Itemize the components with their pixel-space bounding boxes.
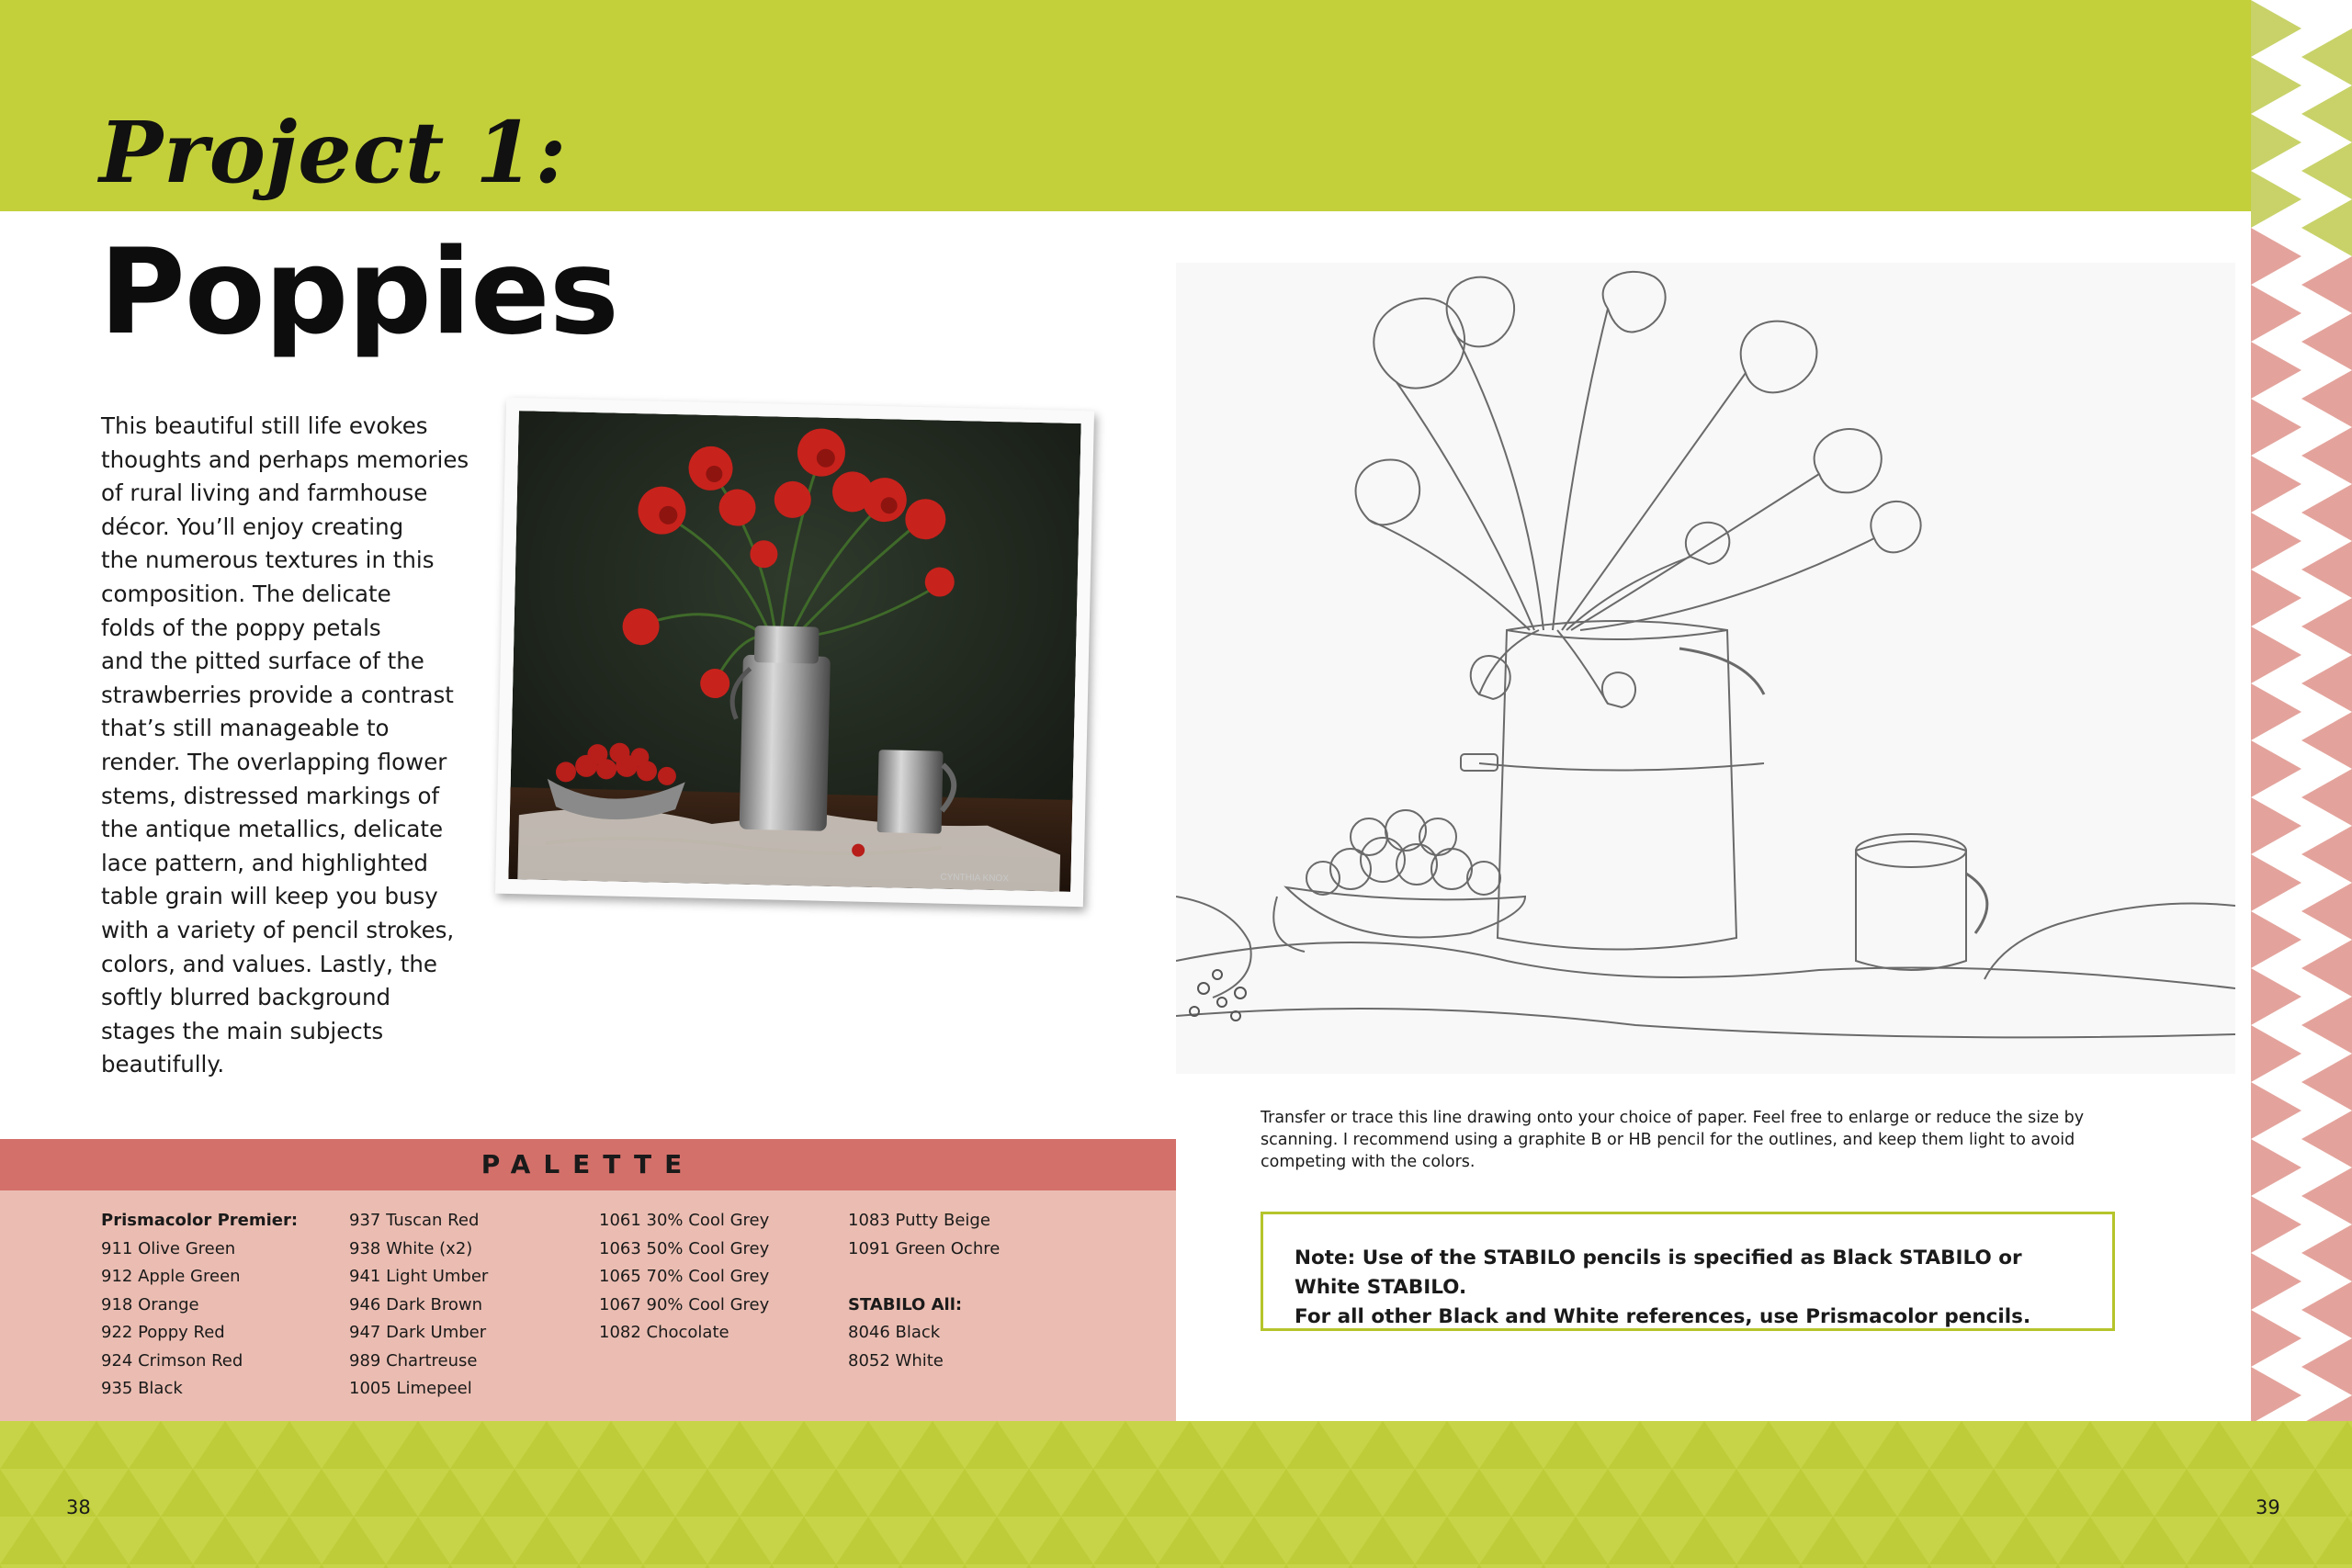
pattern-triangle: [2315, 1517, 2352, 1564]
palette-item: 924 Crimson Red: [101, 1350, 243, 1371]
pattern-triangle: [322, 1421, 386, 1469]
pattern-triangle: [450, 1517, 514, 1564]
pattern-triangle: [1544, 1517, 1608, 1564]
palette-item: 1065 70% Cool Grey: [599, 1267, 770, 1286]
palette-item: 922 Poppy Red: [101, 1323, 225, 1342]
pattern-triangle: [96, 1564, 161, 1568]
pattern-triangle: [740, 1564, 804, 1568]
pattern-triangle: [2219, 1564, 2283, 1568]
pattern-triangle: [1479, 1421, 1544, 1469]
pattern-triangle: [643, 1421, 707, 1469]
pattern-triangle: [2301, 142, 2352, 199]
pattern-triangle: [418, 1469, 482, 1517]
pattern-triangle: [1125, 1564, 1190, 1568]
pattern-triangle: [2251, 228, 2301, 285]
page-number-right: 39: [2256, 1496, 2280, 1518]
pattern-triangle: [32, 1564, 96, 1568]
pattern-triangle: [1576, 1469, 1640, 1517]
intro-line: the numerous textures in this: [101, 547, 435, 574]
pattern-triangle: [1994, 1421, 2058, 1469]
pattern-triangle: [1897, 1469, 1962, 1517]
pattern-triangle: [643, 1517, 707, 1564]
pattern-triangle: [1093, 1421, 1158, 1469]
intro-line: and the pitted surface of the: [101, 648, 424, 675]
pattern-triangle: [1254, 1469, 1318, 1517]
note-box: [1261, 1212, 2115, 1331]
pattern-triangle: [868, 1564, 933, 1568]
pattern-triangle: [2301, 769, 2352, 826]
pattern-triangle: [1093, 1517, 1158, 1564]
pattern-triangle: [1962, 1564, 2026, 1568]
intro-text: [101, 410, 487, 1082]
note-line: For all other Black and White references, use Prismacolor pencils.: [1295, 1305, 2031, 1328]
intro-line: strawberries provide a contrast: [101, 681, 454, 708]
pattern-triangle: [2251, 1196, 2301, 1253]
pattern-triangle: [2251, 854, 2301, 911]
pattern-triangle: [1929, 1421, 1994, 1469]
pattern-triangle: [675, 1564, 740, 1568]
pattern-triangle: [1254, 1564, 1318, 1568]
intro-line: composition. The delicate: [101, 580, 391, 607]
pattern-triangle: [225, 1564, 289, 1568]
palette-list: [0, 1190, 1176, 1421]
pattern-triangle: [2026, 1564, 2090, 1568]
pattern-triangle: [1833, 1469, 1897, 1517]
pattern-triangle: [1511, 1564, 1576, 1568]
page-title: Poppies: [99, 224, 618, 361]
pattern-triangle: [1769, 1469, 1833, 1517]
intro-line: beautifully.: [101, 1051, 225, 1078]
pattern-triangle: [418, 1564, 482, 1568]
pattern-triangle: [96, 1469, 161, 1517]
pattern-triangle: [1318, 1564, 1383, 1568]
pattern-triangle: [2251, 1082, 2301, 1139]
pattern-triangle: [772, 1421, 836, 1469]
line-drawing: [1176, 263, 2235, 1074]
pattern-triangle: [868, 1469, 933, 1517]
pattern-triangle: [386, 1421, 450, 1469]
pattern-triangle: [2301, 826, 2352, 883]
pattern-triangle: [2090, 1564, 2154, 1568]
pattern-triangle: [354, 1469, 418, 1517]
pattern-triangle: [1736, 1517, 1801, 1564]
pattern-triangle: [2301, 598, 2352, 655]
note-line: Note: Use of the STABILO pencils is specified as Black STABILO or White STABILO.: [1295, 1247, 2022, 1299]
pattern-triangle: [804, 1469, 868, 1517]
pattern-triangle: [2301, 712, 2352, 769]
pattern-triangle: [1865, 1421, 1929, 1469]
pattern-triangle: [2251, 1253, 2301, 1310]
caption-line: competing with the colors.: [1261, 1153, 1476, 1171]
pattern-triangle: [2301, 655, 2352, 712]
pattern-triangle: [1511, 1469, 1576, 1517]
pattern-triangle: [2347, 1469, 2352, 1517]
palette-item: 941 Light Umber: [349, 1267, 489, 1286]
pattern-triangle: [2251, 285, 2301, 342]
pattern-triangle: [2154, 1564, 2219, 1568]
pattern-triangle: [1190, 1564, 1254, 1568]
palette-column: [101, 1207, 298, 1404]
pattern-triangle: [2187, 1517, 2251, 1564]
intro-line: render. The overlapping flower: [101, 748, 447, 775]
pattern-triangle: [997, 1564, 1061, 1568]
pattern-triangle: [1125, 1469, 1190, 1517]
palette-item: 946 Dark Brown: [349, 1294, 483, 1314]
pattern-triangle: [611, 1469, 675, 1517]
pattern-triangle: [2251, 626, 2301, 683]
pattern-triangle: [1544, 1421, 1608, 1469]
palette-item: 1091 Green Ochre: [848, 1238, 1001, 1258]
pattern-triangle: [2301, 427, 2352, 484]
pattern-triangle: [2251, 1139, 2301, 1196]
pattern-triangle: [2301, 997, 2352, 1054]
palette-item: 8046 Black: [848, 1323, 941, 1342]
pattern-triangle: [2251, 171, 2301, 228]
pattern-triangle: [129, 1517, 193, 1564]
project-label: Project 1:: [99, 103, 568, 202]
pattern-triangle: [2301, 541, 2352, 598]
palette-group-heading: Prismacolor Premier:: [101, 1211, 299, 1230]
pattern-triangle: [354, 1564, 418, 1568]
pattern-triangle: [2058, 1421, 2122, 1469]
palette-item: 1067 90% Cool Grey: [599, 1294, 770, 1314]
pattern-triangle: [1479, 1517, 1544, 1564]
pattern-triangle: [1833, 1564, 1897, 1568]
pattern-triangle: [2301, 85, 2352, 142]
pattern-triangle: [2154, 1469, 2219, 1517]
pattern-triangle: [2347, 1564, 2352, 1568]
pattern-triangle: [2251, 342, 2301, 399]
pattern-triangle: [900, 1517, 965, 1564]
pattern-triangle: [289, 1564, 354, 1568]
pattern-triangle: [64, 1421, 129, 1469]
pattern-triangle: [1672, 1517, 1736, 1564]
bottom-triangle-pattern: [0, 1421, 2352, 1568]
pattern-triangle: [257, 1517, 322, 1564]
pattern-triangle: [225, 1469, 289, 1517]
pattern-triangle: [2251, 1517, 2315, 1564]
photo-signature: CYNTHIA KNOX: [940, 872, 1010, 885]
pattern-triangle: [2187, 1421, 2251, 1469]
intro-line: décor. You’ll enjoy creating: [101, 513, 404, 540]
palette-item: 8052 White: [848, 1350, 944, 1371]
pattern-triangle: [2122, 1517, 2187, 1564]
palette-group-heading: STABILO All:: [848, 1294, 963, 1314]
palette-item: 1061 30% Cool Grey: [599, 1211, 770, 1230]
pattern-triangle: [2283, 1564, 2347, 1568]
intro-line: stems, distressed markings of: [101, 782, 440, 809]
palette-item: 912 Apple Green: [101, 1267, 241, 1286]
pattern-triangle: [2301, 313, 2352, 370]
pattern-triangle: [1608, 1421, 1672, 1469]
pattern-triangle: [289, 1469, 354, 1517]
pattern-triangle: [547, 1564, 611, 1568]
pattern-triangle: [1704, 1469, 1769, 1517]
pattern-triangle: [900, 1421, 965, 1469]
pattern-triangle: [579, 1517, 643, 1564]
pattern-triangle: [836, 1517, 900, 1564]
pattern-triangle: [1222, 1517, 1286, 1564]
right-triangle-pattern: [2251, 0, 2352, 1421]
pattern-triangle: [0, 1517, 64, 1564]
pattern-triangle: [2301, 1281, 2352, 1338]
pattern-triangle: [2301, 1224, 2352, 1281]
pattern-triangle: [1351, 1421, 1415, 1469]
pattern-triangle: [1672, 1421, 1736, 1469]
palette-column: [599, 1207, 769, 1348]
intro-line: stages the main subjects: [101, 1017, 384, 1044]
finished-artwork-photo: [495, 398, 1094, 907]
page-number-left: 38: [66, 1496, 91, 1518]
palette-item: 1082 Chocolate: [599, 1323, 729, 1342]
pattern-triangle: [2301, 256, 2352, 313]
pattern-triangle: [0, 1469, 32, 1517]
pattern-triangle: [1769, 1564, 1833, 1568]
pattern-triangle: [2122, 1421, 2187, 1469]
pattern-triangle: [1158, 1517, 1222, 1564]
palette-item: 1063 50% Cool Grey: [599, 1238, 770, 1258]
pattern-triangle: [804, 1564, 868, 1568]
pattern-triangle: [579, 1421, 643, 1469]
pattern-triangle: [1994, 1517, 2058, 1564]
pattern-triangle: [2301, 370, 2352, 427]
intro-line: softly blurred background: [101, 984, 391, 1011]
pattern-triangle: [2090, 1469, 2154, 1517]
pattern-triangle: [933, 1564, 997, 1568]
pattern-triangle: [707, 1421, 772, 1469]
intro-line: thoughts and perhaps memories: [101, 446, 469, 473]
palette-item: 1005 Limepeel: [349, 1379, 472, 1398]
intro-line: This beautiful still life evokes: [101, 412, 428, 439]
pattern-triangle: [965, 1421, 1029, 1469]
pattern-triangle: [1640, 1564, 1704, 1568]
pattern-triangle: [161, 1564, 225, 1568]
pattern-triangle: [547, 1469, 611, 1517]
pattern-triangle: [2251, 1025, 2301, 1082]
pattern-triangle: [161, 1469, 225, 1517]
palette-item: 918 Orange: [101, 1294, 199, 1314]
pattern-triangle: [2251, 456, 2301, 513]
palette-item: 911 Olive Green: [101, 1238, 236, 1258]
pattern-triangle: [1061, 1469, 1125, 1517]
pattern-triangle: [0, 1421, 64, 1469]
intro-line: of rural living and farmhouse: [101, 479, 428, 507]
pattern-triangle: [1929, 1517, 1994, 1564]
pattern-triangle: [2251, 797, 2301, 854]
pattern-triangle: [933, 1469, 997, 1517]
pattern-triangle: [2301, 940, 2352, 997]
pattern-triangle: [611, 1564, 675, 1568]
palette-item: 937 Tuscan Red: [349, 1211, 480, 1230]
pattern-triangle: [2251, 114, 2301, 171]
pattern-triangle: [1029, 1421, 1093, 1469]
pattern-triangle: [129, 1421, 193, 1469]
pattern-triangle: [1576, 1564, 1640, 1568]
pattern-triangle: [1608, 1517, 1672, 1564]
pattern-triangle: [2058, 1517, 2122, 1564]
pattern-triangle: [1222, 1421, 1286, 1469]
pattern-triangle: [1447, 1469, 1511, 1517]
pattern-triangle: [482, 1469, 547, 1517]
pattern-triangle: [2251, 968, 2301, 1025]
intro-line: folds of the poppy petals: [101, 614, 381, 641]
pattern-triangle: [772, 1517, 836, 1564]
palette-spacer: [848, 1263, 1000, 1292]
drawing-caption: [1261, 1107, 2133, 1173]
pattern-triangle: [2301, 1338, 2352, 1395]
pattern-triangle: [707, 1517, 772, 1564]
pattern-triangle: [2251, 1310, 2301, 1367]
pattern-triangle: [2301, 28, 2352, 85]
pattern-triangle: [2315, 1421, 2352, 1469]
pattern-triangle: [997, 1469, 1061, 1517]
pattern-triangle: [1383, 1469, 1447, 1517]
pattern-triangle: [1640, 1469, 1704, 1517]
pattern-triangle: [1415, 1517, 1479, 1564]
pattern-triangle: [0, 1564, 32, 1568]
pattern-triangle: [2251, 1367, 2301, 1421]
pattern-triangle: [1801, 1421, 1865, 1469]
caption-line: scanning. I recommend using a graphite B or HB pencil for the outlines, and keep them light to avoid: [1261, 1131, 2075, 1149]
pattern-triangle: [482, 1564, 547, 1568]
pattern-triangle: [965, 1517, 1029, 1564]
pattern-triangle: [1962, 1469, 2026, 1517]
pattern-triangle: [2301, 1395, 2352, 1421]
pattern-triangle: [193, 1517, 257, 1564]
pattern-triangle: [514, 1421, 579, 1469]
pattern-triangle: [1286, 1517, 1351, 1564]
pattern-triangle: [1286, 1421, 1351, 1469]
pattern-triangle: [2301, 1168, 2352, 1224]
pattern-triangle: [386, 1517, 450, 1564]
pattern-triangle: [1415, 1421, 1479, 1469]
palette-item: 935 Black: [101, 1379, 183, 1398]
pattern-triangle: [2251, 1421, 2315, 1469]
intro-line: with a variety of pencil strokes,: [101, 916, 455, 943]
pattern-triangle: [2026, 1469, 2090, 1517]
pattern-triangle: [1736, 1421, 1801, 1469]
pattern-triangle: [257, 1421, 322, 1469]
palette-item: 1083 Putty Beige: [848, 1211, 990, 1230]
pattern-triangle: [1704, 1564, 1769, 1568]
caption-line: Transfer or trace this line drawing onto your choice of paper. Feel free to enlarge or reduce the size by: [1261, 1109, 2085, 1127]
palette-column: [848, 1207, 1000, 1375]
pattern-triangle: [1383, 1564, 1447, 1568]
palette-header: PALETTE: [0, 1139, 1176, 1190]
pattern-triangle: [1897, 1564, 1962, 1568]
intro-line: table grain will keep you busy: [101, 883, 438, 910]
pattern-triangle: [2301, 1054, 2352, 1111]
pattern-triangle: [1447, 1564, 1511, 1568]
pattern-triangle: [2301, 484, 2352, 541]
pattern-triangle: [322, 1517, 386, 1564]
pattern-triangle: [2283, 1469, 2347, 1517]
pattern-triangle: [1190, 1469, 1254, 1517]
pattern-triangle: [2251, 513, 2301, 570]
intro-line: that’s still manageable to: [101, 715, 390, 742]
intro-line: lace pattern, and highlighted: [101, 849, 428, 876]
palette-column: [349, 1207, 488, 1404]
pattern-triangle: [1029, 1517, 1093, 1564]
pattern-triangle: [2251, 740, 2301, 797]
palette-item: 989 Chartreuse: [349, 1350, 478, 1371]
pattern-triangle: [2301, 883, 2352, 940]
pattern-triangle: [740, 1469, 804, 1517]
palette-item: 938 White (x2): [349, 1238, 473, 1258]
pattern-triangle: [2251, 57, 2301, 114]
pattern-triangle: [1801, 1517, 1865, 1564]
pattern-triangle: [1865, 1517, 1929, 1564]
pattern-triangle: [2251, 399, 2301, 456]
intro-line: the antique metallics, delicate: [101, 816, 444, 843]
pattern-triangle: [64, 1517, 129, 1564]
pattern-triangle: [1318, 1469, 1383, 1517]
pattern-triangle: [193, 1421, 257, 1469]
pattern-triangle: [1351, 1517, 1415, 1564]
pattern-triangle: [2251, 911, 2301, 968]
pattern-triangle: [1061, 1564, 1125, 1568]
pattern-triangle: [836, 1421, 900, 1469]
pattern-triangle: [2301, 1111, 2352, 1168]
pattern-triangle: [2301, 199, 2352, 256]
pattern-triangle: [2251, 0, 2301, 57]
pattern-triangle: [2251, 683, 2301, 740]
palette-item: 947 Dark Umber: [349, 1323, 487, 1342]
pattern-triangle: [675, 1469, 740, 1517]
pattern-triangle: [2251, 570, 2301, 626]
intro-line: colors, and values. Lastly, the: [101, 950, 437, 977]
pattern-triangle: [450, 1421, 514, 1469]
pattern-triangle: [1158, 1421, 1222, 1469]
pattern-triangle: [514, 1517, 579, 1564]
